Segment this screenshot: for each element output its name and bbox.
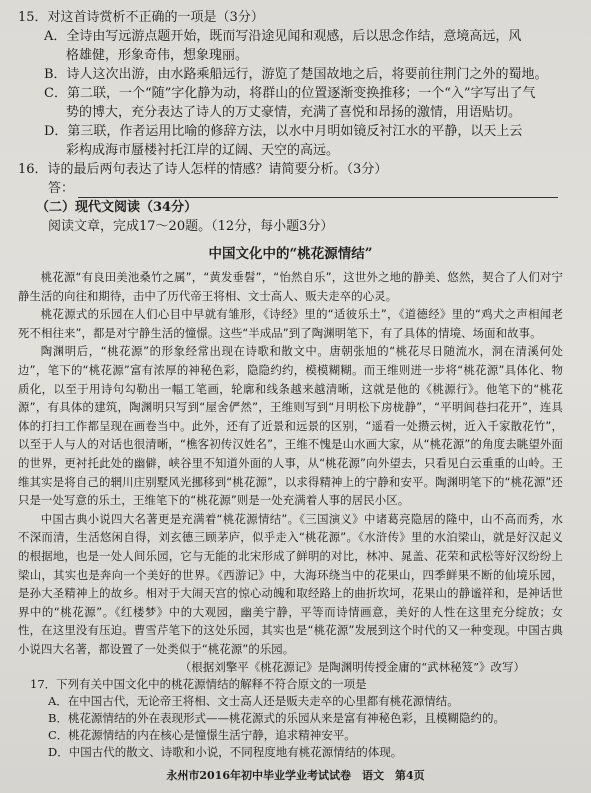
question-16 — [18, 160, 563, 198]
answer-label: 答： — [48, 181, 75, 196]
question-15-stem: 15．对这首诗赏析不正确的一项是（3分） — [18, 10, 264, 25]
q17-option-d: D．中国古代的散文、诗歌和小说，不同程度地有桃花源情结的体现。 — [48, 745, 403, 760]
q15-option-d: D．第三联，作者运用比喻的修辞方法，以水中月明如镜反衬江水的平静，以天上云 — [44, 124, 523, 139]
question-16-stem: 16．诗的最后两句表达了诗人怎样的情感？请简要分析。（3分） — [18, 162, 388, 177]
article-paragraph: 中国古典小说四大名著更是充满着“桃花源情结”。《三国演义》中诸葛亮隐居的隆中，山不高而秀，水不深而清，生活悠闲自得，刘玄德三顾茅庐，似乎走入“桃花源”。《水浒传》里的水泊梁山，就是好汉起义的根据地，也是一处人间乐园，它与无能的北宋形成了鲜明的对比，林冲、晁盖、花荣和武松等好汉纷纷上梁山，其实也是奔向一个美好的世界。《西游记》中，大海环绕当中的花果山，四季鲜果不断的仙境乐园，是孙大圣精神上的故乡。相对于大闹天宫的惊心动魄和取经路上的曲折坎坷，花果山的静谧祥和，是神话世界中的“桃花源”。《红楼梦》中的大观园，幽美宁静，平等而诗情画意，美好的人性在这里充分绽放；女性，在这里没有压迫。曹雪芹笔下的这处乐园，其实也是“桃花源”发展到这个时代的又一种变现。中国古典小说四大名著，都设置了一处类似于“桃花源”的乐园。 — [18, 511, 563, 656]
answer-underline — [78, 183, 558, 198]
q15-option-c: C．第二联，一个“随”字化静为动，将群山的位置逐渐变换推移；一个“入”字写出了气 — [44, 86, 536, 101]
q15-option-c-cont: 势的博大，充分表达了诗人的万丈豪情，充满了喜悦和昂扬的激情，用语贴切。 — [66, 105, 522, 120]
q17-option-c: C．桃花源情结的内在核心是憧憬生活宁静，追求精神安平。 — [48, 728, 356, 743]
article-paragraph: 桃花源“有良田美池桑竹之属”，“黄发垂髫”，“怡然自乐”，这世外之地的静美、悠然，契合了人们对宁静生活的向往和期待，击中了历代帝王将相、文士高人、贩夫走卒的心灵。 — [18, 270, 563, 303]
question-15 — [18, 8, 563, 160]
article-title: 中国文化中的“桃花源情结” — [208, 246, 373, 262]
question-17 — [18, 676, 563, 761]
q15-option-a: A．全诗由写远游点题开始，既而写沿途见闻和观感，后以思念作结，意境高远，风 — [44, 29, 522, 44]
q17-option-a: A．在中国古代，无论帝王将相、文士高人还是贩夫走卒的心里都有桃花源情结。 — [48, 694, 459, 709]
page-footer: 永州市2016年初中毕业学业考试试卷 语文 第4页 — [166, 769, 425, 782]
q17-option-b: B．桃花源情结的外在表现形式——桃花源式的乐园从来是富有神秘色彩，且模糊隐约的。 — [48, 711, 505, 726]
q16-answer-area[interactable] — [48, 179, 563, 198]
q15-option-b: B．诗人这次出游，由水路乘船远行，游览了楚国故地之后，将要前往荆门之外的蜀地。 — [44, 67, 548, 82]
article-body — [18, 268, 563, 658]
article-paragraph: 桃花源式的乐园在人们心目中早就有雏形，《诗经》里的“适彼乐土”，《道德经》里的“鸡犬之声相闻老死不相往来”，都是对宁静生活的憧憬。这些“半成品”到了陶渊明笔下，有了具体的情境、场面和故事。 — [18, 307, 563, 340]
section-instruction: 阅读文章，完成17～20题。（12分，每小题3分） — [48, 219, 334, 234]
question-17-stem: 17．下列有关中国文化中的桃花源情结的解释不符合原文的一项是 — [30, 677, 367, 692]
section-heading: （二）现代文阅读（34分） — [36, 200, 198, 215]
q15-option-d-cont: 彩构成海市蜃楼衬托江岸的辽阔、天空的高远。 — [66, 143, 340, 158]
q15-option-a-cont: 格雄健，形象奇伟，想象瑰丽。 — [66, 48, 249, 63]
article-citation: （根据刘擎平《桃花源记》是陶渊明传授金庸的“武林秘笈”》改写） — [179, 660, 525, 675]
article-paragraph: 陶渊明后，“桃花源”的形象经常出现在诗歌和散文中。唐朝张旭的“桃花尽日随流水，洞在清溪何处边”，笔下的“桃花源”富有浓厚的神秘色彩，隐隐约约，模模糊糊。而王维则进一步将“桃花源”具体化、物质化，以至于用诗句勾勒出一幅工笔画，轮廓和线条越来越清晰，这就是他的《桃源行》。他笔下的“桃花源”，有具体的建筑，陶渊明只写到“屋舍俨然”，王维则写到“月明松下房栊静”，“平明闾巷扫花开”，连具体的打扫工作都呈现在画卷当中。此外，还有了近景和远景的区别，“遥看一处攒云树，近入千家散花竹”，以至于人与人的对话也很清晰，“樵客初传汉姓名”，王维不愧是山水画大家，从“桃花源”的角度去眺望外面的世界，更衬托此处的幽僻，峡谷里不知道外面的人事，从“桃花源”向外望去，只看见白云重重的山岭。王维其实是将自己的辋川庄别墅风光挪移到“桃花源”，以求得精神上的宁静和安平。陶渊明笔下的“桃花源”还只是一处写意的乐土，王维笔下的“桃花源”则是一处充满着人事的居民小区。 — [18, 344, 563, 508]
